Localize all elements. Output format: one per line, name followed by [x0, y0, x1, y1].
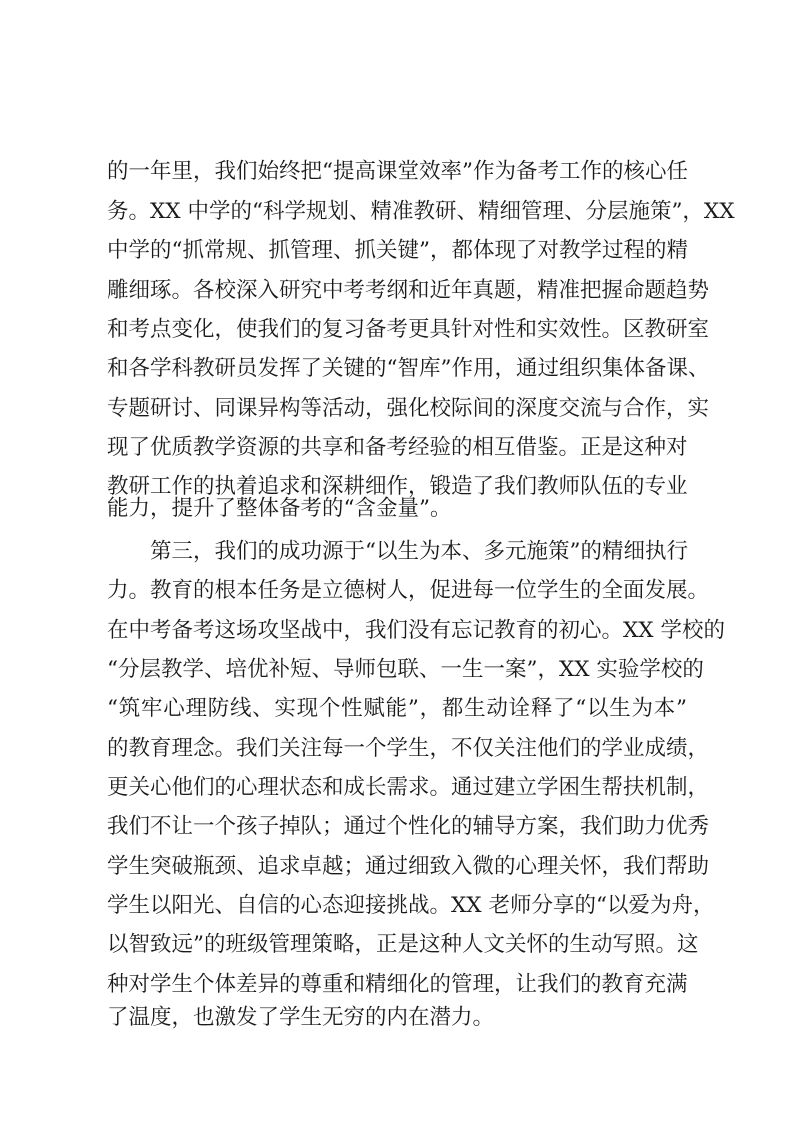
paragraph-2-line-12: 种对学生个体差异的尊重和精细化的管理，让我们的教育充满 — [107, 972, 688, 997]
paragraph-1-line-10: 能力，提升了整体备考的“含金量”。 — [107, 496, 452, 521]
paragraph-1-line-9: 教研工作的执着追求和深耕细作，锻造了我们教师队伍的专业 — [107, 474, 688, 499]
paragraph-2-line-8: 我们不让一个孩子掉队；通过个性化的辅导方案，我们助力优秀 — [107, 814, 710, 839]
paragraph-2-line-4: “分层教学、培优补短、导师包联、一生一案”，XX 实验学校的 — [107, 657, 704, 682]
paragraph-1-line-5: 和考点变化，使我们的复习备考更具针对性和实效性。区教研室 — [107, 317, 710, 342]
paragraph-2-line-13: 了温度，也激发了学生无穷的内在潜力。 — [107, 1005, 495, 1030]
paragraph-1-line-1: 的一年里，我们始终把“提高课堂效率”作为备考工作的核心任 — [107, 159, 688, 184]
paragraph-2-line-9: 学生突破瓶颈、追求卓越；通过细致入微的心理关怀，我们帮助 — [107, 854, 710, 879]
paragraph-2-line-10: 学生以阳光、自信的心态迎接挑战。XX 老师分享的“以爱为舟， — [107, 893, 715, 918]
paragraph-2-line-7: 更关心他们的心理状态和成长需求。通过建立学困生帮扶机制， — [107, 775, 710, 800]
paragraph-1-line-6: 和各学科教研员发挥了关键的“智库”作用，通过组织集体备课、 — [107, 356, 710, 381]
paragraph-2-line-11: 以智致远”的班级管理策略，正是这种人文关怀的生动写照。这 — [107, 932, 699, 957]
paragraph-1-line-2: 务。XX 中学的“科学规划、精准教研、精细管理、分层施策”，XX — [107, 199, 735, 224]
paragraph-1-line-3: 中学的“抓常规、抓管理、抓关键”，都体现了对教学过程的精 — [107, 238, 688, 263]
paragraph-1-line-7: 专题研讨、同课异构等活动，强化校际间的深度交流与合作，实 — [107, 396, 710, 421]
paragraph-2-line-5: “筑牢心理防线、实现个性赋能”，都生动诠释了“以生为本” — [107, 696, 687, 721]
paragraph-1-line-4: 雕细琢。各校深入研究中考考纲和近年真题，精准把握命题趋势 — [107, 278, 710, 303]
paragraph-2-line-6: 的教育理念。我们关注每一个学生，不仅关注他们的学业成绩， — [107, 736, 710, 761]
paragraph-2-line-3: 在中考备考这场攻坚战中，我们没有忘记教育的初心。XX 学校的 — [107, 618, 725, 643]
paragraph-2-line-1: 第三，我们的成功源于“以生为本、多元施策”的精细执行 — [150, 539, 688, 564]
paragraph-2-line-2: 力。教育的根本任务是立德树人，促进每一位学生的全面发展。 — [107, 578, 710, 603]
paragraph-1-line-8: 现了优质教学资源的共享和备考经验的相互借鉴。正是这种对 — [107, 435, 688, 460]
